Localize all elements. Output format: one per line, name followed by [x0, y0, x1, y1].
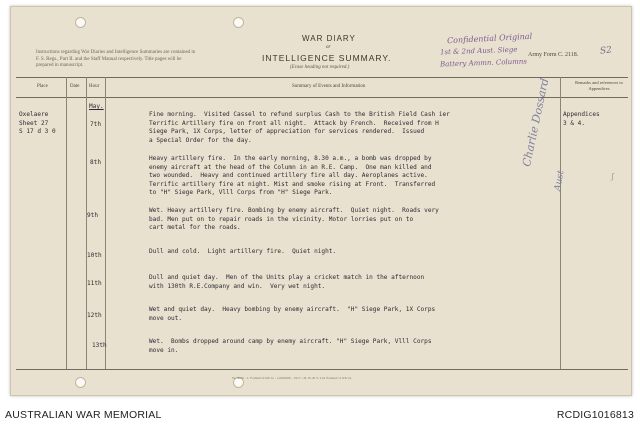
entry-date: 8th — [90, 159, 102, 166]
diary-month: May. — [89, 103, 104, 110]
entry-appendix: Appendices 3 & 4. — [563, 111, 600, 127]
handwritten-header-line3: Battery Ammn. Columns — [439, 57, 528, 69]
col-header-summary: Summary of Events and Information — [292, 84, 366, 89]
entry-date: 11th — [87, 280, 102, 287]
column-rule — [86, 77, 87, 369]
form-title: WAR DIARY — [302, 34, 356, 43]
entry-date: 12th — [87, 312, 102, 319]
col-header-place: Place — [37, 84, 48, 89]
archive-credit: AUSTRALIAN WAR MEMORIAL — [5, 409, 162, 421]
entry-text: Wet and quiet day. Heavy bombing by enemy aircraft. "H" Siege Park, 1X Corps move out. — [149, 306, 436, 322]
entry-date: 10th — [87, 252, 102, 259]
entry-text: Wet. Heavy artillery fire. Bombing by enemy aircraft. Quiet night. Roads very bad. Men put on to repair roads in the vicinity. Motor lorries put on to cart metal for the roads. — [149, 207, 439, 232]
diary-place: Oxelaere Sheet 27 S 17 d 3 0 — [19, 111, 56, 136]
column-rule — [105, 77, 106, 369]
entry-text: Heavy artillery fire. In the early morning, 8.30 a.m., a bomb was dropped by enemy aircraft at the head of the Column in an R.E. Camp. One man killed and two wounded. Heavy and continued artillery fire all day. Aeroplanes active. Terrific artillery fire at night. Mist and smoke rising at Front. Transferred to "H" Siege Park, Vlll Corps from "H" Siege Park. — [149, 155, 436, 197]
handwritten-header-line1: Confidential Original — [446, 31, 533, 46]
form-subtitle-note: (Erase heading not required.) — [290, 65, 350, 70]
handwritten-signature-suffix: Aust — [553, 169, 567, 192]
col-header-appendices: Remarks and references to Appendices — [575, 80, 623, 91]
column-rule — [66, 77, 67, 369]
form-instructions: Instructions regarding War Diaries and Intelligence Summaries are contained in F. S. Regs., Part II. and the Staff Manual respectively. Title pages will be prepared in manuscript. — [36, 50, 196, 68]
col-header-hour: Hour — [89, 84, 100, 89]
punch-hole — [233, 17, 244, 28]
form-title-or: or — [326, 45, 331, 50]
entry-date: 13th — [92, 342, 107, 349]
punch-hole — [75, 377, 86, 388]
table-top-rule — [16, 77, 628, 78]
entry-date: 9th — [87, 212, 99, 219]
entry-text: Fine morning. Visited Cassel to refund surplus Cash to the British Field Cash ier Terrific Artillery fire on front all night. Attack by French. Received from H Siege Park, 1X Corps, letter of appreciation for services rendered. Issued a Special Order for the day. — [149, 111, 450, 144]
column-rule — [560, 77, 561, 369]
punch-hole — [75, 17, 86, 28]
archive-reference: RCDIG1016813 — [556, 409, 634, 421]
entry-text: Dull and quiet day. Men of the Units play a cricket match in the afternoon with 130th R.E.Company and win. Very wet night. — [149, 274, 425, 290]
form-subtitle: INTELLIGENCE SUMMARY. — [262, 53, 392, 63]
handwritten-page-mark: S2 — [599, 45, 613, 57]
col-header-date: Date — [70, 84, 80, 89]
entry-date: 7th — [90, 121, 102, 128]
entry-text: Dull and cold. Light artillery fire. Quiet night. — [149, 248, 337, 255]
margin-mark-icon: ʃ — [610, 172, 615, 181]
entry-text: Wet. Bombs dropped around camp by enemy aircraft. "H" Siege Park, Vlll Corps move in. — [149, 338, 432, 354]
handwritten-header-line2: 1st & 2nd Aust. Siege — [439, 45, 518, 57]
army-form-number: Army Form C. 2118. — [528, 52, 579, 58]
printer-imprint: W. 5000 - 1. Forms/C2118/12 - 1,000,000 - 1917 - H. W. & V. Ltd. Forms/C.2118/14. — [232, 376, 352, 380]
handwritten-signature: Charlie Dossard — [520, 77, 552, 168]
table-bottom-rule — [16, 369, 628, 370]
